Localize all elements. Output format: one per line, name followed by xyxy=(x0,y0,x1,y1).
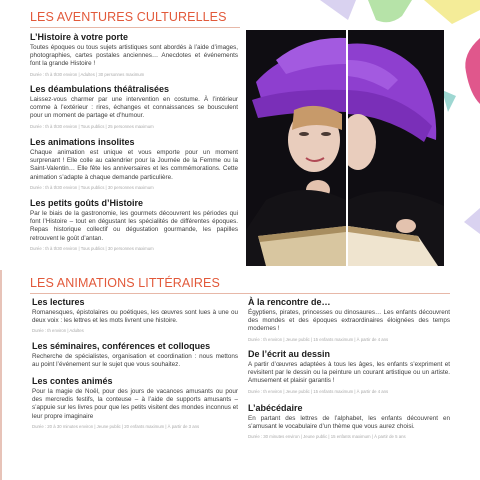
photo-right-panel xyxy=(348,30,444,266)
decorative-shape-lilac xyxy=(316,0,362,22)
activity-meta: Durée : th à th30 environ | Tous publics | 30 personnes maximum xyxy=(30,184,154,190)
activity-text: Par le biais de la gastronomie, les gourmets découvrent les périodes qui font l’Histoire – tout en dégustant les spécialités de différentes époques. Repas historique collectif ou dégustation gourmande, les papilles retrouvent le goût d’antan. xyxy=(30,210,238,242)
activity-title: Les animations insolites xyxy=(30,137,135,147)
activity-item-contes xyxy=(32,376,238,429)
activity-meta: Durée : th environ | Adultes xyxy=(32,328,84,334)
decorative-shape-yellow xyxy=(424,0,480,24)
activity-text: Toutes époques ou tous sujets artistiques sont abordés à l’aide d’images, photographies, cartes postales anciennes… Anecdotes et événements font la grande Histoire ! xyxy=(30,44,238,68)
activity-text: Chaque animation est unique et vous emporte pour un moment surprenant ! Elle colle au calendrier pour la Journée de la Femme ou la Saint-Valentin… Elle fête les anniversaires et les commémorations. Cette animation s’adapte à chaque demande particulière. xyxy=(30,149,238,181)
activity-title: Les séminaires, conférences et colloques xyxy=(32,341,211,351)
activity-meta: Durée : th à th30 environ | Adultes | 30 personnes maximum xyxy=(30,71,145,77)
activity-item-ecrit-dessin xyxy=(248,349,450,394)
activity-title: L’abécédaire xyxy=(248,403,303,413)
photo-left-panel xyxy=(246,30,346,266)
activity-text: Recherche de spécialistes, organisation et coordination : nous mettons au point l’événement sur le sujet que vous souhaitez. xyxy=(32,353,238,369)
activity-item-insolites xyxy=(30,137,238,190)
activity-meta: Durée : th à th30 environ | Tous publics | 30 personnes maximum xyxy=(30,245,154,251)
activity-meta: Durée : 30 minutes environ | Jeune public | 15 enfants maximum | À partir de 5 ans xyxy=(248,434,406,440)
decorative-shape-lilac-small xyxy=(462,208,480,234)
activity-item-abecedaire xyxy=(248,403,450,439)
decorative-shape-green xyxy=(368,0,412,26)
activity-title: Les petits goûts d’Histoire xyxy=(30,198,144,208)
section-divider xyxy=(30,293,450,294)
activity-title: De l’écrit au dessin xyxy=(248,349,331,359)
activity-meta: Durée : 20 à 30 minutes environ | Jeune public | 20 enfants maximum | À partir de 3 ans xyxy=(32,423,200,429)
section-heading-cultural: LES AVENTURES CULTURELLES xyxy=(30,10,227,24)
section-heading-literary: LES ANIMATIONS LITTÉRAIRES xyxy=(30,276,220,290)
activity-text: En partant des lettres de l’alphabet, les enfants découvrent en s’amusant le vocabulaire d’un thème que vous aurez choisi. xyxy=(248,415,450,431)
decorative-shape-pink xyxy=(462,38,480,104)
activity-text: Pour la magie de Noël, pour des jours de vacances amusants ou pour des mercredis festifs, la conteuse – à l’aide de supports amusants – s’appuie sur les livres pour que les petits visitent des mondes inconnus et leur propre imaginaire xyxy=(32,388,238,420)
activity-text: Égyptiens, pirates, princesses ou dinosaures… Les enfants découvrent des mondes et des époques extraordinaires éloignées des temps modernes ! xyxy=(248,309,450,333)
activity-item-lectures xyxy=(32,297,238,333)
activity-title: Les déambulations théâtralisées xyxy=(30,84,170,94)
activity-item-rencontre xyxy=(248,297,450,342)
activity-text: A partir d’œuvres adaptées à tous les âges, les enfants s’expriment et revisitent par le dessin ou la peinture un courant artistique ou un artiste. Amusement et plaisir garantis ! xyxy=(248,361,450,385)
activity-meta: Durée : th à th30 environ | Tous publics | 25 personnes maximum xyxy=(30,123,154,129)
activity-text: Romanesques, épistolaires ou poétiques, les œuvres sont lues à une ou deux voix : les lettres et les mots livrent une histoire. xyxy=(32,309,238,325)
activity-meta: Durée : th environ | Jeune public | 15 enfants maximum | À partir de 4 ans xyxy=(248,388,389,394)
activity-item-seminaires xyxy=(32,341,238,369)
activity-meta: Durée : th environ | Jeune public | 15 enfants maximum | À partir de 4 ans xyxy=(248,336,389,342)
section-divider xyxy=(30,27,240,28)
activity-text: Laissez-vous charmer par une intervention en costume. À l’intérieur comme à l’extérieur : rires, échanges et connaissances se bousculent pour un moment de partage et d’humour. xyxy=(30,96,238,120)
activity-item-deambulations xyxy=(30,84,238,129)
activity-title: L’Histoire à votre porte xyxy=(30,32,129,42)
activity-item-histoire xyxy=(30,32,238,77)
activity-title: À la rencontre de… xyxy=(248,297,331,307)
activity-title: Les contes animés xyxy=(32,376,113,386)
activity-item-petits-gouts xyxy=(30,198,238,251)
activity-title: Les lectures xyxy=(32,297,85,307)
margin-accent xyxy=(0,270,2,480)
